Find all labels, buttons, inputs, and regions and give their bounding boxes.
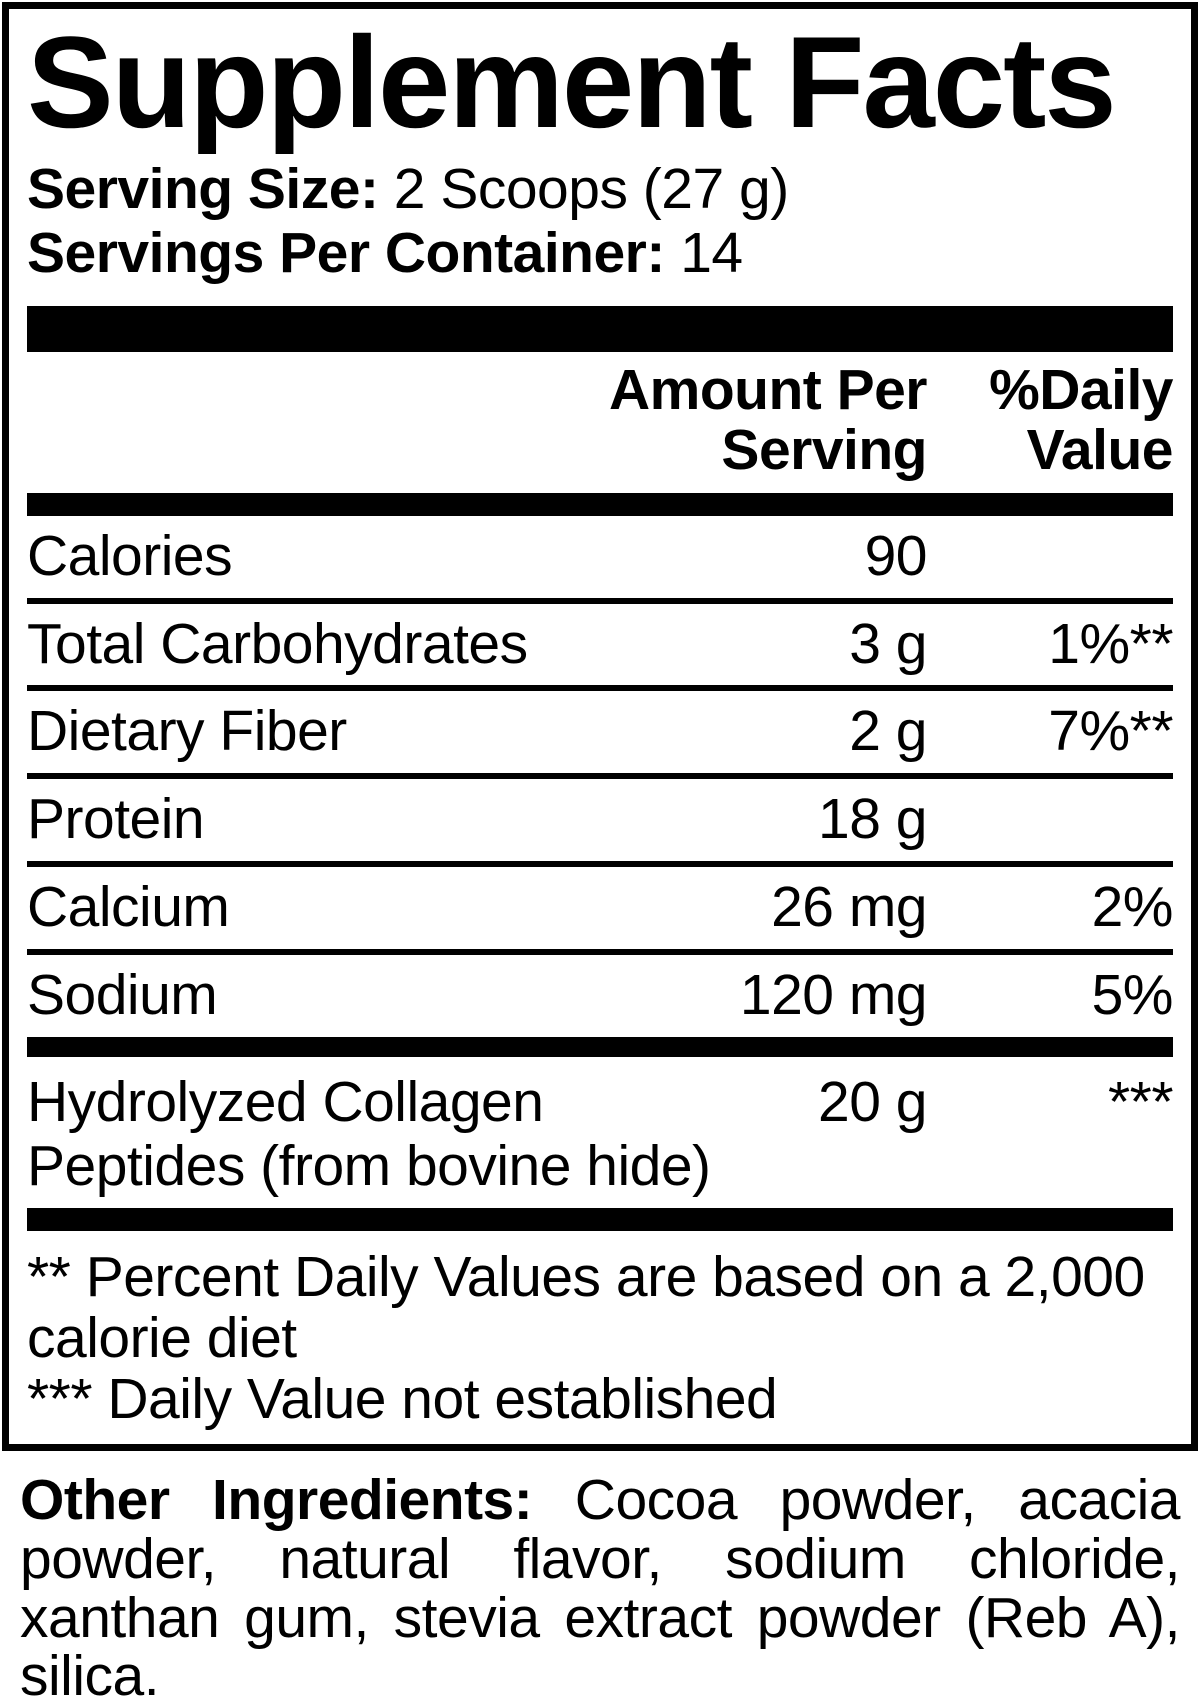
nutrient-name: Hydrolyzed Collagen Peptides (from bovine hide): [27, 1069, 711, 1198]
nutrient-name: Dietary Fiber: [27, 699, 347, 764]
nutrient-name: Total Carbohydrates: [27, 611, 528, 676]
servings-per-container-line: [27, 222, 1173, 286]
nutrient-name: Protein: [27, 787, 205, 852]
nutrient-amount: 18 g: [818, 787, 927, 852]
serving-size-line: [27, 158, 1173, 222]
table-row-calories: [27, 516, 1173, 598]
nutrient-amount: 90: [864, 523, 927, 588]
supplement-facts-panel: [2, 2, 1198, 1451]
nutrient-name: Calcium: [27, 875, 230, 940]
serving-size-value: 2 Scoops (27 g): [393, 157, 789, 222]
table-row-protein: [27, 773, 1173, 861]
supplement-label: [0, 2, 1200, 1708]
nutrient-amount: 120 mg: [739, 962, 927, 1027]
servings-per-container-label: Servings Per Container:: [27, 221, 665, 286]
servings-per-container-value: 14: [680, 221, 743, 286]
divider-bar-above-footnotes: [27, 1208, 1173, 1231]
divider-bar-header-bottom: [27, 493, 1173, 516]
table-row-total-carbohydrates: [27, 598, 1173, 686]
nutrient-daily-value: [927, 527, 1173, 587]
table-row-calcium: [27, 861, 1173, 949]
table-row-sodium: [27, 949, 1173, 1037]
serving-size-label: Serving Size:: [27, 157, 379, 222]
table-header-row: [27, 352, 1173, 493]
nutrient-daily-value: ***: [1107, 1069, 1173, 1134]
other-ingredients: [20, 1468, 1181, 1708]
nutrient-amount: 2 g: [849, 699, 927, 764]
divider-bar-thick-top: [27, 306, 1173, 352]
nutrient-name: Sodium: [27, 962, 218, 1027]
nutrient-name: Calories: [27, 523, 233, 588]
nutrient-daily-value: [927, 790, 1173, 850]
footnote-not-established: *** Daily Value not established: [27, 1367, 778, 1432]
nutrient-rows: [27, 516, 1173, 1037]
panel-title: Supplement Facts: [27, 9, 1115, 155]
divider-bar-above-collagen: [27, 1037, 1173, 1057]
table-row-dietary-fiber: [27, 685, 1173, 773]
nutrient-daily-value: 1%**: [1048, 611, 1173, 676]
other-ingredients-label: Other Ingredients:: [20, 1468, 533, 1533]
nutrient-daily-value: 5%: [1091, 962, 1173, 1027]
nutrient-amount: 26 mg: [771, 875, 927, 940]
daily-value-header: %Daily Value: [989, 357, 1173, 483]
table-header-spacer: [27, 360, 557, 481]
footnote-daily-values: ** Percent Daily Values are based on a 2,000 calorie diet: [27, 1245, 1145, 1371]
nutrient-amount: 20 g: [818, 1069, 927, 1134]
nutrient-amount: 3 g: [849, 611, 927, 676]
nutrient-daily-value: 2%: [1091, 875, 1173, 940]
table-row-hydrolyzed-collagen: [27, 1057, 1173, 1209]
amount-per-serving-header: Amount Per Serving: [608, 357, 927, 483]
footnotes: [27, 1247, 1173, 1430]
other-ingredients-text: Cocoa powder, acacia powder, natural flavor, sodium chloride, xanthan gum, stevia extract powder (Reb A), silica.: [20, 1468, 1181, 1708]
nutrient-daily-value: 7%**: [1048, 699, 1173, 764]
